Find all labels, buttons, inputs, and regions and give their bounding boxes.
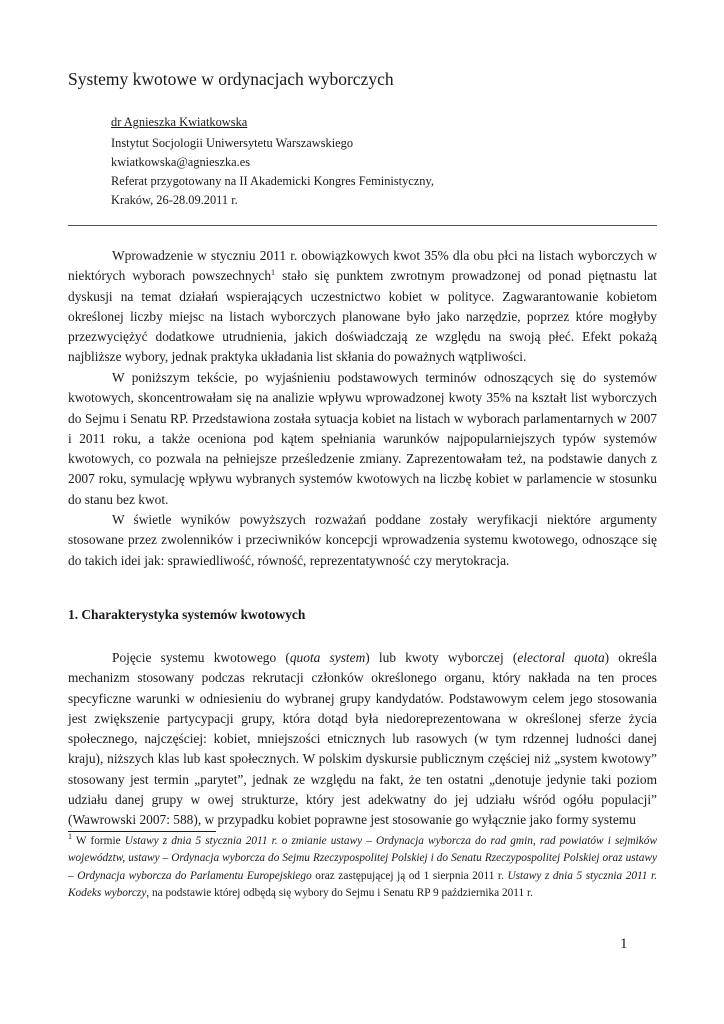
section-heading: 1. Charakterystyka systemów kwotowych <box>68 607 306 622</box>
intro-p1-text-a: Wprowadzenie w styczniu 2011 r. obowiązkowych kwot 35% dla obu płci na listach wyborczych w niektórych wyborach powszechnych <box>68 248 657 284</box>
footnote-divider <box>68 831 216 832</box>
section-text-3: ) określa mechanizm stosowany podczas rekrutacji członków określonego organu, który nakłada na ten proces specyficzne warunki w odniesieniu do wybranej grupy kandydatów. Podstawowym celem jego stosowania jest zwiększenie partycypacji grupy, która dotąd była niedoreprezentowana w określonej sferze życia społecznego, najczęściej: kobiet, mniejszości etnicznych lub rasowych (w tym rdzennej ludności danej kraju), niższych klas lub kast społecznych. W polskim dyskursie publicznym częściej niż „system kwotowy” stosowany jest termin „parytet”, jednak ze względu na fakt, że ten ostatni „denotuje jedynie taki poziom udziału danej grupy w owej strukturze, który jest adekwatny do jej udziału wśród ogółu populacji” (Wawrowski 2007: 588), w przypadku kobiet poprawne jest stosowanie go wyłącznie jako formy systemu <box>68 650 657 828</box>
section-text-1: Pojęcie systemu kwotowego ( <box>112 650 290 665</box>
intro-paragraph-1 <box>68 246 657 368</box>
intro-p1-text-b: stało się punktem zwrotnym prowadzonej od ponad piętnastu lat dyskusji na temat działań wspierających uczestnictwo kobiet w polityce. Zagwarantowanie kobietom określonej liczby miejsc na listach wyborczych planowane było jako narzędzie, poprzez które mogłyby przezwyciężyć dodatkowe utrudnienia, jakich doświadczają ze względu na swoją płeć. Efekt pokażą najbliższe wybory, jednak praktyka układania list skłania do poważnych wątpliwości. <box>68 268 657 365</box>
footnote-text-2: oraz zastępującej ją od 1 sierpnia 2011 r. <box>311 869 508 882</box>
footnote-text-3: , na podstawie której odbędą się wybory do Sejmu i Senatu RP 9 października 2011 r. <box>146 886 533 899</box>
paper-title: Systemy kwotowe w ordynacjach wyborczych <box>68 69 394 89</box>
section-text-2: ) lub kwoty wyborczej ( <box>365 650 518 665</box>
header-divider <box>68 225 657 226</box>
place-date: Kraków, 26-28.09.2011 r. <box>111 193 238 207</box>
footnote-text-1: W formie <box>72 835 125 847</box>
footnote-law-title-1: Ustawy z dnia 5 stycznia 2011 r. o zmianie ustawy – Ordynacja wyborcza do rad gmin, rad powiatów i sejmików województw, ustawy – Ordynacja wyborcza do Sejmu Rzeczypospolitej Polskiej i do Senatu Rzeczypospolitej Polskiej oraz ustawy – Ordynacja wyborcza do Parlamentu Europejskiego <box>68 835 657 882</box>
footnote-number: 1 <box>68 832 72 841</box>
footnote-law-title-2: Ustawy z dnia 5 stycznia 2011 r. Kodeks wyborczy <box>68 869 657 899</box>
author-name: dr Agnieszka Kwiatkowska <box>111 115 248 129</box>
section-paragraph-1 <box>68 648 657 831</box>
conference-note: Referat przygotowany na II Akademicki Kongres Feministyczny, <box>111 174 434 188</box>
author-email: kwiatkowska@agnieszka.es <box>111 155 251 169</box>
intro-paragraph-3: W świetle wyników powyższych rozważań poddane zostały weryfikacji niektóre argumenty stosowane przez zwolenników i przeciwników koncepcji wprowadzenia systemu kwotowego, odnoszące się do takich idei jak: sprawiedliwość, równość, reprezentatywność czy merytokracja. <box>68 512 657 568</box>
page-number: 1 <box>620 936 628 952</box>
footnote-ref-1[interactable]: 1 <box>271 268 276 278</box>
term-quota-system: quota system <box>289 650 366 665</box>
term-electoral-quota: electoral quota <box>517 650 605 665</box>
intro-paragraph-2: W poniższym tekście, po wyjaśnieniu podstawowych terminów odnoszących się do systemów kwotowych, skoncentrowałam się na analizie wpływu wprowadzonej kwoty 35% na kształt list wyborczych do Sejmu i Senatu RP. Przedstawiona została sytuacja kobiet na listach w wyborach parlamentarnych w 2007 i 2011 roku, a także oceniona pod kątem spełniania warunków najpopularniejszych typów systemów kwotowych, co pozwala na pełniejsze prześledzenie zmiany. Zaprezentowałam też, na podstawie danych z 2007 roku, symulację wpływu wybranych systemów kwotowych na liczbę kobiet w parlamencie w stosunku do stanu bez kwot. <box>68 370 657 507</box>
author-affiliation: Instytut Socjologii Uniwersytetu Warszawskiego <box>111 136 354 150</box>
footnote-1 <box>68 833 657 902</box>
